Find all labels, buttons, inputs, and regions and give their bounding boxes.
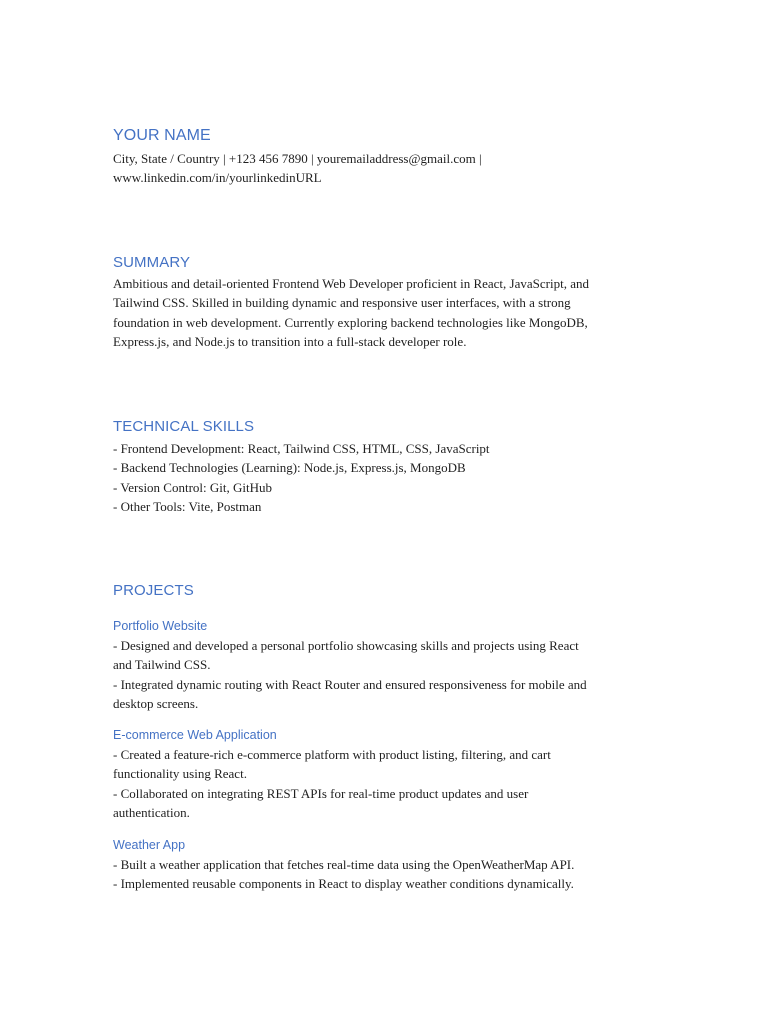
contact-line: City, State / Country | +123 456 7890 | youremailaddress@gmail.com | bbox=[113, 151, 482, 166]
summary-line: foundation in web development. Currently exploring backend technologies like MongoDB, bbox=[113, 314, 588, 330]
skills-list bbox=[113, 439, 490, 517]
project-line: functionality using React. bbox=[113, 766, 247, 782]
summary-line: Ambitious and detail-oriented Frontend Web Developer proficient in React, JavaScript, and bbox=[113, 276, 589, 291]
project-line: - Created a feature-rich e-commerce platform with product listing, filtering, and cart bbox=[113, 747, 551, 762]
name-heading: YOUR NAME bbox=[113, 127, 211, 144]
project-line: - Integrated dynamic routing with React Router and ensured responsiveness for mobile and bbox=[113, 676, 587, 692]
summary-text bbox=[113, 274, 589, 352]
skill-item: - Frontend Development: React, Tailwind CSS, HTML, CSS, JavaScript bbox=[113, 441, 490, 456]
skills-heading: TECHNICAL SKILLS bbox=[113, 418, 255, 435]
projects-heading: PROJECTS bbox=[113, 582, 194, 599]
skill-item: - Version Control: Git, GitHub bbox=[113, 479, 273, 495]
project-line: desktop screens. bbox=[113, 696, 199, 712]
summary-line: Tailwind CSS. Skilled in building dynamic and responsive user interfaces, with a strong bbox=[113, 295, 571, 311]
project-title: Portfolio Website bbox=[113, 619, 208, 633]
linkedin-url: www.linkedin.com/in/yourlinkedinURL bbox=[113, 170, 322, 186]
project-line: - Collaborated on integrating REST APIs for real-time product updates and user bbox=[113, 785, 529, 801]
project-line: - Designed and developed a personal portfolio showcasing skills and projects using React bbox=[113, 638, 579, 653]
project-entry bbox=[113, 617, 587, 714]
project-line: - Implemented reusable components in React to display weather conditions dynamically. bbox=[113, 876, 574, 892]
contact-info bbox=[113, 149, 482, 188]
skill-item: - Backend Technologies (Learning): Node.js, Express.js, MongoDB bbox=[113, 460, 466, 476]
summary-heading: SUMMARY bbox=[113, 254, 191, 271]
project-entry bbox=[113, 836, 574, 894]
project-title: Weather App bbox=[113, 838, 186, 852]
project-line: and Tailwind CSS. bbox=[113, 657, 211, 673]
skill-item: - Other Tools: Vite, Postman bbox=[113, 499, 262, 515]
project-line: - Built a weather application that fetches real-time data using the OpenWeatherMap API. bbox=[113, 857, 575, 872]
project-entry bbox=[113, 726, 551, 823]
summary-line: Express.js, and Node.js to transition into a full-stack developer role. bbox=[113, 334, 467, 350]
project-title: E-commerce Web Application bbox=[113, 728, 277, 742]
project-line: authentication. bbox=[113, 805, 190, 821]
